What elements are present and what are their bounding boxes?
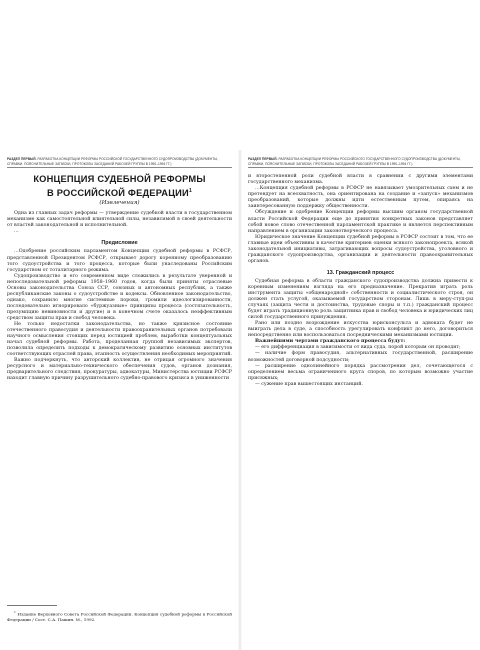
body-paragraph: Обсуждение и одобрение Концепции реформы высшим органом государственной власти Российской Федерации еще до принятия конкретных законов представляет собой новое слово отечественной парламентской практике и является перспективным направлением в организации законотворческого процесса. — [248, 210, 473, 234]
title-line-1: КОНЦЕПЦИЯ СУДЕБНОЙ РЕФОРМЫ — [33, 174, 206, 185]
right-page — [240, 150, 480, 650]
body-paragraph: Судебная реформа в области гражданского судопроизводства должна привести к коренным изменениям взгляда на его предназначение. Прекратив играть роль инструмента защиты «общенародной» собственности и социалистического строя, он должен стать услугой, оказываемой государством сторонам. Лишь в меру-ступ-ры случаях (защита чести и достоинства, трудовые споры и т.п.) гражданский процесс будет играть традиционную роль защитника прав и свобод человека и юридических лиц силой государственного принуждения. — [248, 278, 473, 321]
section-heading-preface: Предисловие — [101, 240, 138, 247]
running-head-text: РАЗРАБОТКА КОНЦЕПЦИИ РЕФОРМЫ РОССИЙСКОГО ГОСУДАРСТВЕННОГО СУДОПРОИЗВОДСТВА (ДОКУМЕНТЫ, СПРАВКИ, ПОЯСНИТЕЛЬНЫЕ ЗАПИСКИ, ПРОТОКОЛЫ ЗАСЕДАНИЙ РАБОЧЕЙ ГРУППЫ В 1990–1994 ГГ.) — [248, 157, 461, 166]
features-heading: Важнейшими чертами гражданского процесса будут: — [255, 339, 406, 345]
title-footnote-mark: 1 — [188, 187, 192, 194]
feature-item: — расширение однолинейного порядка рассмотрения дел, сочетающегося с определением весьма ограниченного круга споров, по которым возможно участие присяжных; — [248, 363, 473, 381]
body-paragraph: и второстепенной роли судебной власти в сравнении с другими элементами государственного механизма. — [248, 174, 473, 186]
footnote-text: Издание Верховного Совета Российской Федерации. Концепция судебной реформы в Российской Федерации / Сост. С.А. Пашин. М., 1992. — [7, 611, 232, 622]
ellipsis-paragraph: … — [14, 229, 19, 235]
running-head-text: РАЗРАБОТКА КОНЦЕПЦИИ РЕФОРМЫ РОССИЙСКОЙ ГОСУДАРСТВЕННОГО СУДОПРОИЗВОДСТВА (ДОКУМЕНТЫ, СПРАВКИ, ПОЯСНИТЕЛЬНЫЕ ЗАПИСКИ, ПРОТОКОЛЫ ЗАСЕДАНИЙ РАБОЧЕЙ ГРУППЫ В 1990–1994 ГГ.) — [7, 157, 219, 166]
footnote — [7, 610, 232, 622]
book-spread — [0, 150, 480, 650]
article-subtitle: (Извлечения) — [99, 200, 140, 207]
body-paragraph: Рано или поздно возрождение искусства юрисконсульта и адвоката будет не выиграть дела в суде, а способность урегулировать конфликт до него, договориться непосредственно или воспользоваться посредническими механизмами юстиции. — [248, 321, 473, 339]
running-head-left — [7, 157, 232, 168]
section-heading-civil-process: 13. Гражданский процесс — [326, 269, 395, 276]
body-paragraph: Важно подчеркнуть, что авторский коллектив, не отрицая огромного значения ресурсного и материально-технического обеспечения судов, органов дознания, предварительного следствия, прокуратуры, адвокатуры, Министерства юстиции РСФСР находит главную причину разрушительного судебно-правового кризиса в униженности — [7, 358, 232, 382]
body-paragraph: Не только недостатки законодательства, но также кризисное состояние отечественного правосудия и деятельности правоохранительных органов потребовали научного осмысления стоящих перед юстицией проблем, выработки концептуальных начал судебной реформы. Работа, проделанная группой независимых экспертов, позволила определить подходы к демократическому развитию основных институтов соответствующих отраслей права, этапность осуществления необходимых мероприятий. — [7, 322, 232, 358]
article-title — [7, 174, 232, 199]
book-gutter — [238, 150, 242, 650]
lead-paragraph: Одна из главных задач реформы — утверждение судебной власти в государственном механизме как самостоятельной влиятельной силы, независимой в своей деятельности от властей законодательной и исполнительной. — [7, 211, 232, 229]
title-line-2: В РОССИЙСКОЙ ФЕДЕРАЦИИ — [47, 187, 189, 198]
running-head-right — [248, 157, 473, 168]
left-page — [0, 150, 240, 650]
feature-item: — наличие форм правосудия, альтернативных государственной, расширение возможностей договорной подсудности; — [248, 351, 473, 363]
body-paragraph: Судопроизводство и его современном виде сложились в результате уверенной и непоследовательной реформы 1958–1960 годов, когда были приняты отраслевые Основы законодательства Союза ССР, союзных и автономных республик, а также республиканские законы о судоустройстве и кодексы. Обновленное законодательство, однако, сохранило многие системные пороки, громили идеологизированности, последовательно игнорировало «буржуазные» принципы процесса (состязательность, презумпцию невиновности и другие) и в конечном счете оказалось неэффективным средством защиты прав и свобод человека. — [7, 273, 232, 321]
body-paragraph: Юридическое значение Концепции судебной реформы в РСФСР состоит в том, что ее главные идеи объективны в качестве критериев оценки всякого законопроекта, всякой законодательной инициативы, затрагивающих вопросы судоустройства, уголовного и гражданского судопроизводства, организации и деятельности правоохранительных органов. — [248, 234, 473, 264]
feature-item: — его дифференциация в зависимости от вида суда, порой которым он проводит; — [255, 345, 461, 351]
footnote-divider — [7, 605, 57, 606]
feature-item: — сужение прав вышестоящих инстанций. — [255, 381, 363, 387]
body-paragraph: …Одобрение российским парламентом Концепции судебной реформы в РСФСР, представленной Президентом РСФСР, открывает дорогу коренному преобразованию того судоустройства и того процесса, которые были унаследованы Российским государством от тоталитарного режима. — [7, 249, 232, 273]
footnote-mark: 1 — [14, 610, 16, 615]
running-head-section: РАЗДЕЛ ПЕРВЫЙ. — [7, 157, 37, 161]
running-head-section: РАЗДЕЛ ПЕРВЫЙ. — [248, 157, 278, 161]
body-paragraph: …Концепция судебной реформы в РСФСР не навязывает умозрительных схем и не претендует на всеохватность, она ориентирована на создание и «запуск» механизмов преобразований, которые должны идти естественным путем, опираясь на заинтересованную поддержку общественности. — [248, 186, 473, 210]
